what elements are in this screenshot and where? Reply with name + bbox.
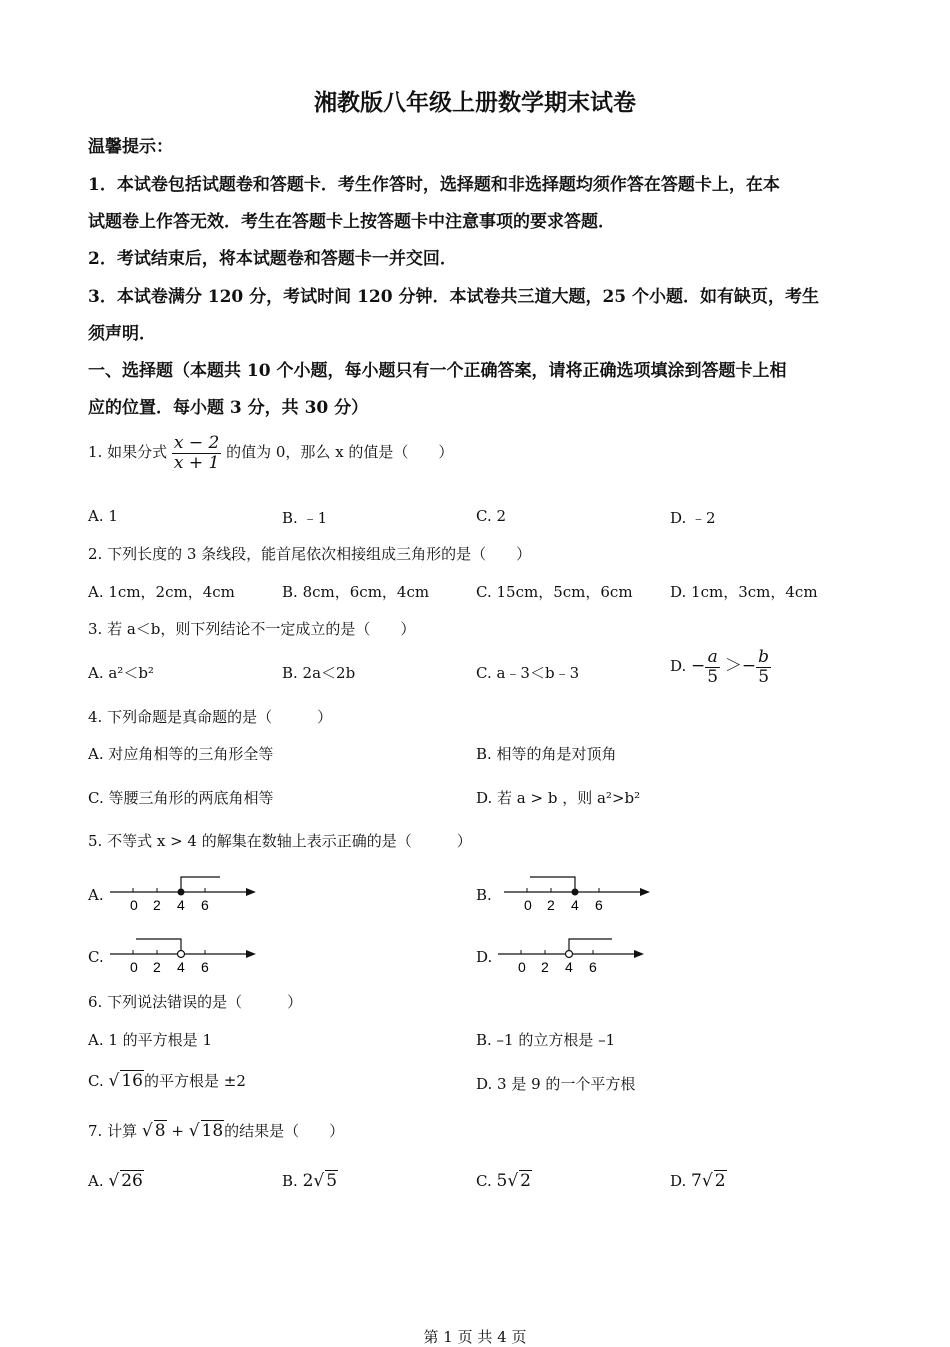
q7-option-c[interactable] xyxy=(476,1170,532,1191)
q1-option-c[interactable] xyxy=(476,507,506,525)
axis-arrow-icon xyxy=(246,888,256,896)
sqrt-expression: 5√ 2 xyxy=(496,1171,531,1191)
tick-label: 6 xyxy=(201,959,209,975)
coefficient: 7 xyxy=(691,1171,702,1191)
radicand: 18 xyxy=(201,1121,224,1141)
option-label: B. xyxy=(282,1172,298,1190)
option-text: 的平方根是 ±2 xyxy=(143,1072,246,1090)
sqrt-expression: 2√ 5 xyxy=(302,1171,338,1191)
q5-option-a-label[interactable]: A. xyxy=(88,886,104,904)
radicand: 2 xyxy=(714,1171,726,1191)
question-3-stem: 3. 若 a＜b，则下列结论不一定成立的是（ ） xyxy=(88,620,416,638)
option-label: C. xyxy=(476,1172,492,1190)
radicand: 5 xyxy=(326,1171,338,1191)
q3-option-d[interactable] xyxy=(670,648,771,686)
q6-option-d[interactable]: D. 3 是 9 的一个平方根 xyxy=(476,1075,636,1093)
axis-arrow-icon xyxy=(640,888,650,896)
option-text: 2 xyxy=(496,507,507,525)
q6-option-b[interactable]: B. –1 的立方根是 –1 xyxy=(476,1031,616,1049)
question-1-stem-post: 的值为 0，那么 x 的值是（ ） xyxy=(226,443,454,462)
option-label: D. xyxy=(670,509,687,527)
q5-option-c-number-line xyxy=(108,934,258,976)
option-label: A. xyxy=(88,1172,104,1190)
question-7-stem-pre: 7. 计算 xyxy=(88,1122,138,1140)
q3-option-a[interactable]: A. a²＜b² xyxy=(88,664,154,682)
option-label: C. xyxy=(476,583,492,601)
tick-label: 4 xyxy=(177,959,185,975)
fraction-numerator: x − 2 xyxy=(173,433,220,453)
solution-bracket xyxy=(569,939,612,951)
question-4-stem: 4. 下列命题是真命题的是（ ） xyxy=(88,708,333,726)
option-label: C. xyxy=(476,507,492,525)
tick-label: 4 xyxy=(565,959,573,975)
q2-option-a[interactable] xyxy=(88,581,235,602)
question-1-fraction xyxy=(172,434,221,472)
tick-label: 6 xyxy=(589,959,597,975)
question-5-stem: 5. 不等式 x > 4 的解集在数轴上表示正确的是（ ） xyxy=(88,832,472,850)
q2-option-c[interactable] xyxy=(476,581,633,602)
q6-option-c[interactable] xyxy=(88,1070,246,1091)
q4-option-d[interactable]: D. 若 a > b ，则 a²>b² xyxy=(476,789,641,807)
q1-option-b[interactable] xyxy=(282,507,327,528)
q7-option-b[interactable] xyxy=(282,1170,338,1191)
solution-bracket xyxy=(530,877,575,892)
radicand: 2 xyxy=(520,1171,531,1191)
minus-sign: − xyxy=(741,656,757,677)
section-1-heading-line-2: 应的位置．每小题 3 分，共 30 分） xyxy=(88,398,369,418)
q5-option-d-label[interactable]: D. xyxy=(476,948,493,966)
fraction-a-over-5 xyxy=(705,648,720,686)
tick-label: 0 xyxy=(524,897,532,913)
section-1-heading-line-1: 一、选择题（本题共 10 个小题，每小题只有一个正确答案，请将正确选项填涂到答题卡上相 xyxy=(88,361,787,381)
fraction-denominator: 5 xyxy=(707,666,719,687)
tip-3-line-2: 须声明． xyxy=(88,324,156,344)
option-label: A. xyxy=(88,507,104,525)
q3-option-b[interactable]: B. 2a＜2b xyxy=(282,664,356,682)
radicand: 16 xyxy=(121,1071,143,1091)
solution-bracket xyxy=(181,877,220,892)
tick-label: 4 xyxy=(571,897,579,913)
solid-point-icon xyxy=(572,889,579,896)
fraction-denominator: x + 1 xyxy=(173,452,220,473)
q6-option-a[interactable]: A. 1 的平方根是 1 xyxy=(88,1031,212,1049)
q1-option-d[interactable] xyxy=(670,507,716,528)
option-label: D. xyxy=(670,1172,687,1190)
axis-arrow-icon xyxy=(246,950,256,958)
tick-label: 2 xyxy=(153,959,161,975)
option-label: D. xyxy=(670,583,687,601)
q5-option-a-number-line xyxy=(108,872,258,914)
tick-label: 4 xyxy=(177,897,185,913)
sqrt-expression: √ 18 xyxy=(188,1121,224,1141)
option-text: 1cm，3cm，4cm xyxy=(691,583,818,601)
q2-option-b[interactable] xyxy=(282,581,429,602)
sqrt-expression: 7√ 2 xyxy=(691,1171,726,1191)
fraction-numerator: b xyxy=(758,647,770,667)
fraction-b-over-5 xyxy=(756,648,771,686)
option-label: D. xyxy=(670,657,687,676)
tick-label: 2 xyxy=(547,897,555,913)
q4-option-b[interactable]: B. 相等的角是对顶角 xyxy=(476,745,617,763)
q7-option-d[interactable] xyxy=(670,1170,727,1191)
radicand: 26 xyxy=(121,1171,143,1191)
question-6-stem: 6. 下列说法错误的是（ ） xyxy=(88,993,303,1011)
option-label: C. xyxy=(88,1072,104,1090)
q7-option-a[interactable] xyxy=(88,1170,144,1191)
q5-option-d-number-line xyxy=(496,934,646,976)
solid-point-icon xyxy=(178,889,185,896)
solution-bracket xyxy=(136,939,181,951)
sqrt-expression: √ 26 xyxy=(108,1171,143,1191)
greater-than-sign: ＞ xyxy=(724,656,742,677)
open-point-icon xyxy=(178,951,185,958)
option-text: 15cm，5cm，6cm xyxy=(496,583,633,601)
plus-sign: + xyxy=(171,1122,184,1140)
tick-label: 0 xyxy=(518,959,526,975)
question-2-stem: 2. 下列长度的 3 条线段，能首尾依次相接组成三角形的是（ ） xyxy=(88,545,532,563)
tip-1-line-1: 1．本试卷包括试题卷和答题卡．考生作答时，选择题和非选择题均须作答在答题卡上，在本 xyxy=(88,175,780,195)
question-7 xyxy=(88,1120,344,1141)
q4-option-c[interactable]: C. 等腰三角形的两底角相等 xyxy=(88,789,274,807)
tick-label: 0 xyxy=(130,959,138,975)
option-label: B. xyxy=(282,583,298,601)
fraction-numerator: a xyxy=(705,648,720,668)
option-label: A. xyxy=(88,583,104,601)
radicand: 8 xyxy=(154,1121,166,1141)
q5-option-c-label[interactable]: C. xyxy=(88,948,104,966)
page-title: 湘教版八年级上册数学期末试卷 xyxy=(314,89,636,116)
tick-label: 0 xyxy=(130,897,138,913)
tip-1-line-2: 试题卷上作答无效．考生在答题卡上按答题卡中注意事项的要求答题． xyxy=(88,212,615,232)
question-1 xyxy=(88,434,453,472)
option-text: 1 xyxy=(108,507,118,525)
question-7-stem-post: 的结果是（ ） xyxy=(224,1122,345,1140)
page-footer: 第 1 页 共 4 页 xyxy=(423,1328,527,1346)
tip-2: 2．考试结束后，将本试题卷和答题卡一并交回． xyxy=(88,249,457,269)
q5-option-b-label[interactable]: B. xyxy=(476,886,492,904)
tips-heading: 温馨提示： xyxy=(88,137,173,157)
option-label: B. xyxy=(282,509,298,527)
tip-3-line-1: 3．本试卷满分 120 分，考试时间 120 分钟．本试卷共三道大题，25 个小题．如有缺页，考生 xyxy=(88,287,820,307)
q1-option-a[interactable] xyxy=(88,507,118,525)
q3-option-c[interactable]: C. a﹣3＜b﹣3 xyxy=(476,664,580,682)
tick-label: 2 xyxy=(541,959,549,975)
option-text: 8cm，6cm，4cm xyxy=(302,583,430,601)
option-text: ﹣2 xyxy=(691,509,716,527)
q5-option-b-number-line xyxy=(502,872,652,914)
tick-label: 6 xyxy=(201,897,209,913)
q2-option-d[interactable] xyxy=(670,581,818,602)
coefficient: 5 xyxy=(496,1171,508,1191)
sqrt-expression: √ 16 xyxy=(108,1071,143,1091)
minus-sign: − xyxy=(691,656,706,677)
option-text: ﹣1 xyxy=(302,509,328,527)
tick-label: 2 xyxy=(153,897,161,913)
tick-label: 6 xyxy=(595,897,603,913)
sqrt-expression: √ 8 xyxy=(141,1121,166,1141)
coefficient: 2 xyxy=(302,1171,314,1191)
axis-arrow-icon xyxy=(634,950,644,958)
option-text: 1cm，2cm，4cm xyxy=(108,583,235,601)
q4-option-a[interactable]: A. 对应角相等的三角形全等 xyxy=(88,745,274,763)
fraction-denominator: 5 xyxy=(758,666,770,687)
open-point-icon xyxy=(566,951,573,958)
question-1-stem-pre: 1. 如果分式 xyxy=(88,443,168,462)
